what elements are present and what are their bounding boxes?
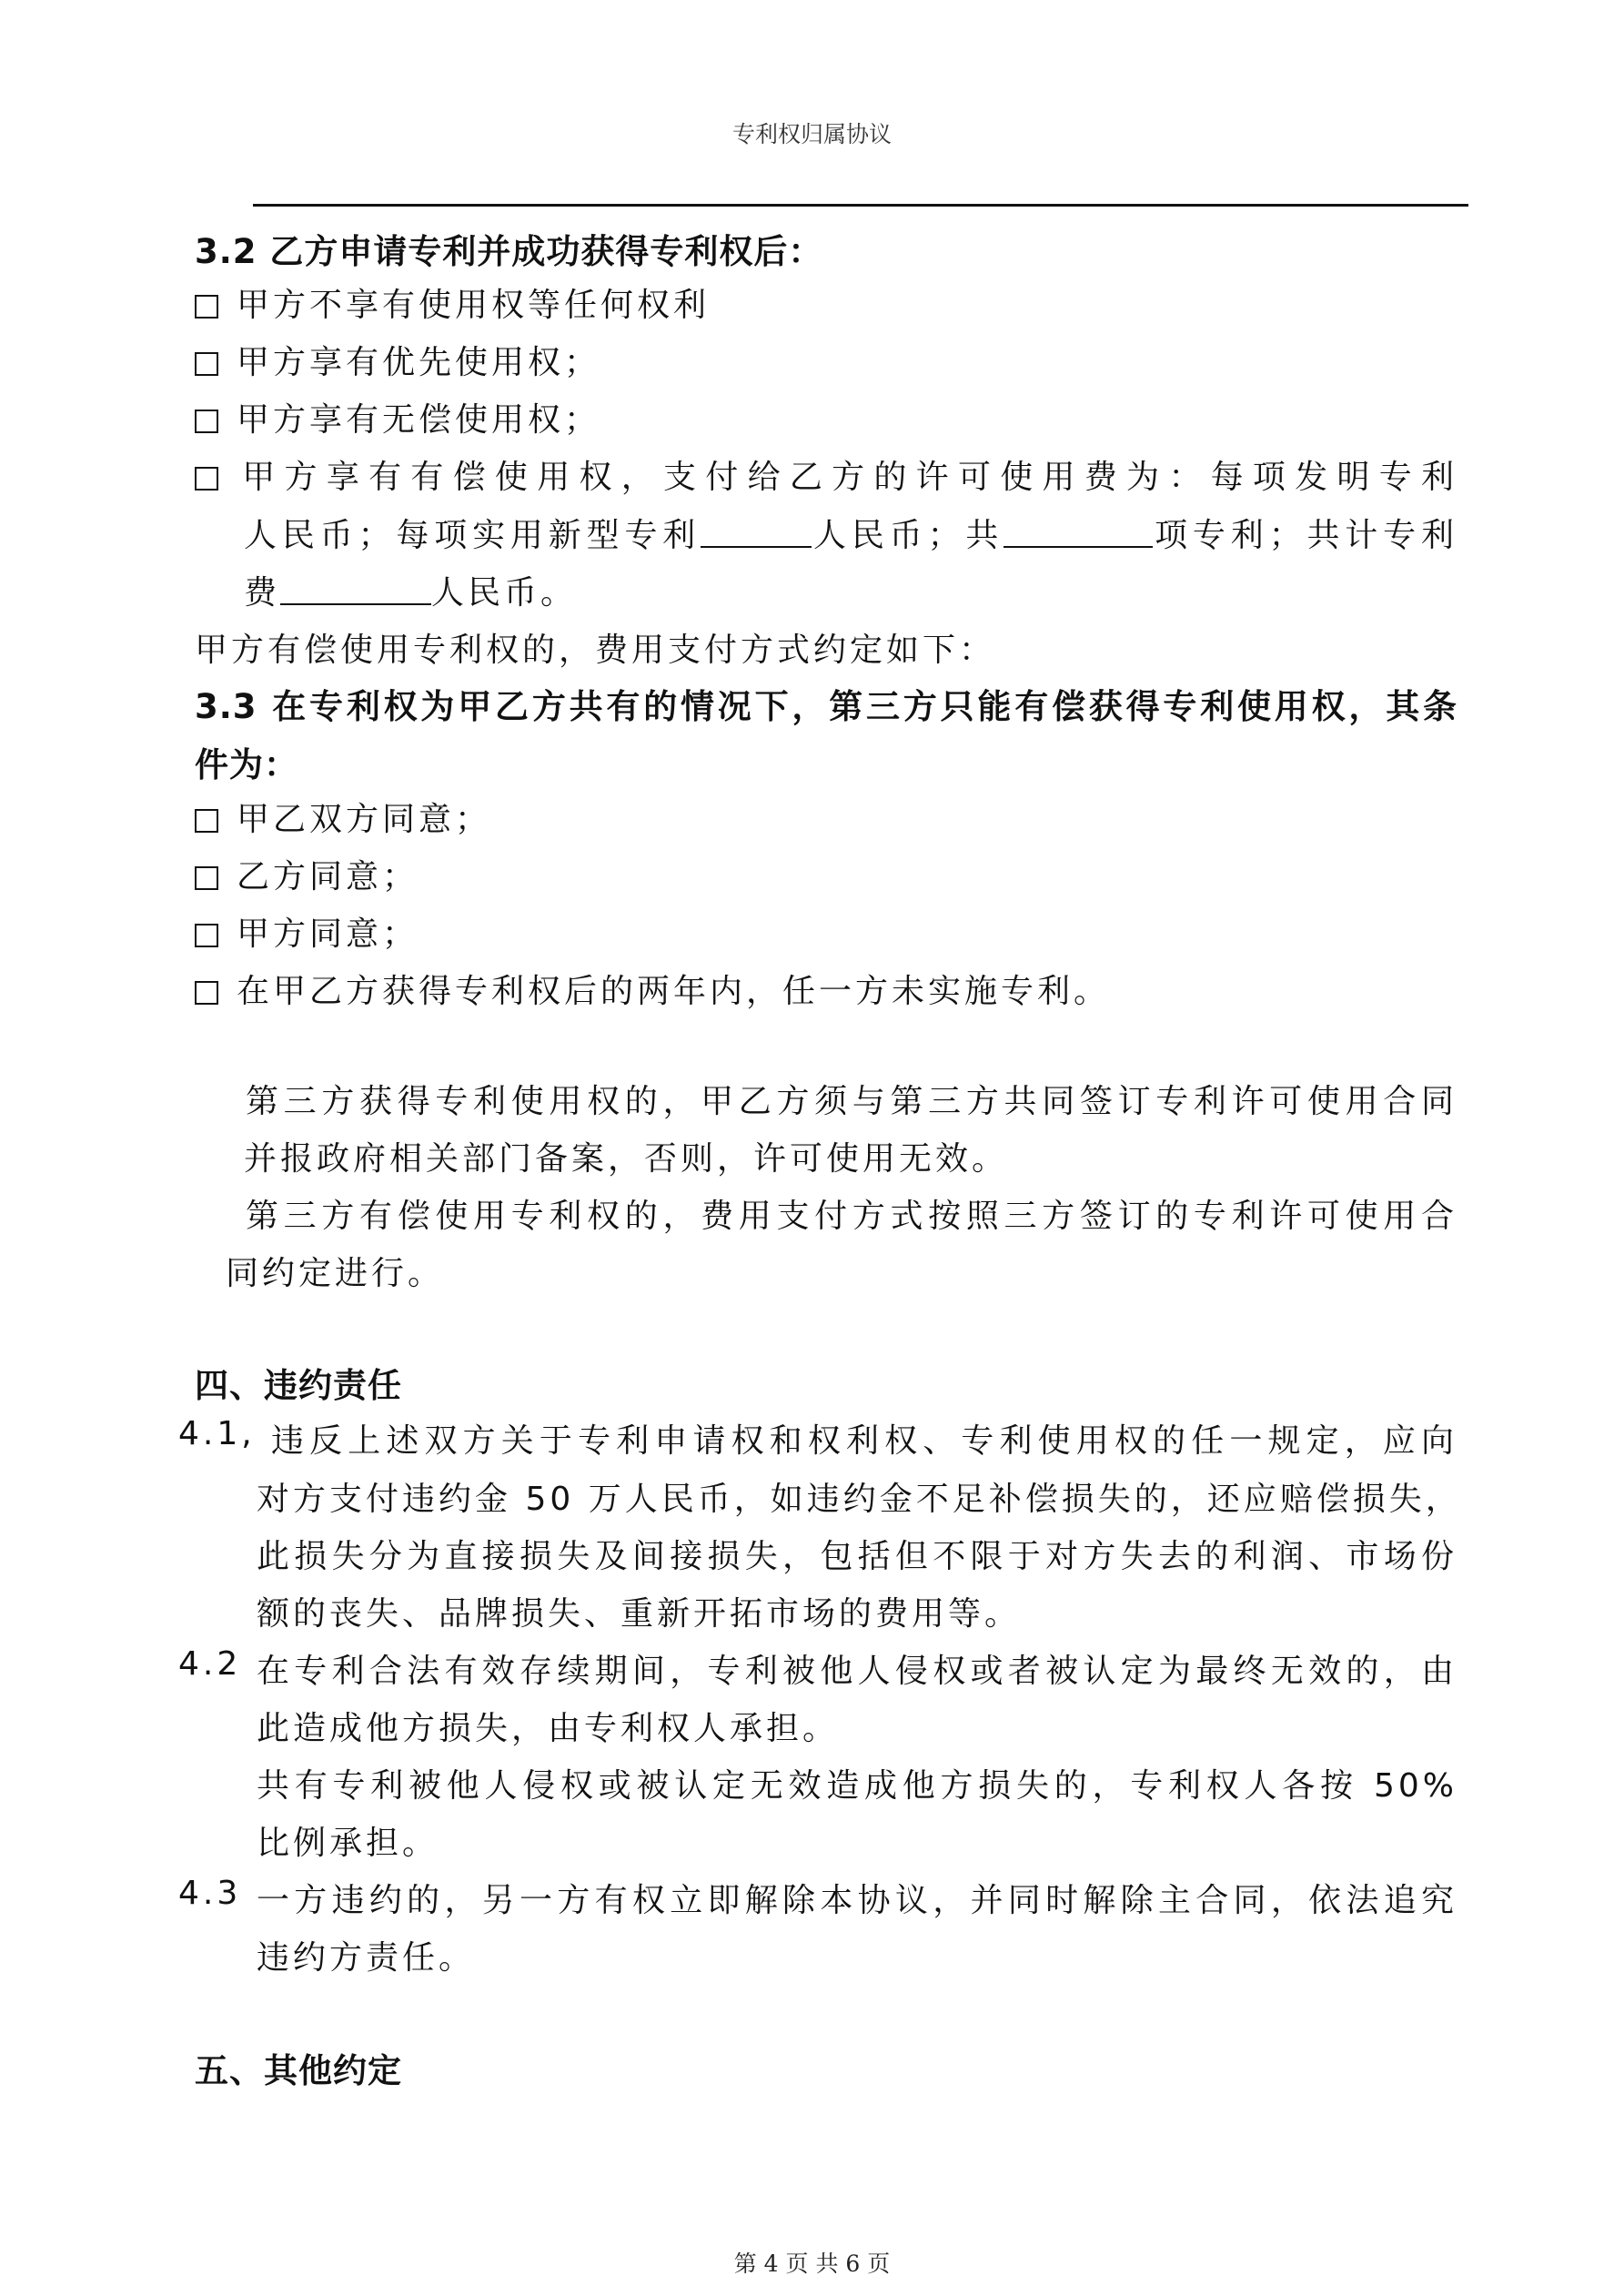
clause-number: 4.1, — [178, 1415, 256, 1452]
option-text: 甲方享有有偿使用权，支付给乙方的许可使用费为：每项发明专利 — [237, 459, 1458, 496]
clause-text: 比例承担。 — [257, 1825, 439, 1862]
option-text: 乙方同意； — [237, 858, 419, 895]
section-5-heading: 五、其他约定 — [195, 2051, 402, 2090]
option-text: 甲方享有优先使用权； — [237, 344, 601, 381]
clause-text: 共有专利被他人侵权或被认定无效造成他方损失的，专利权人各按 50% — [257, 1767, 1458, 1805]
clause-number: 4.2 — [178, 1645, 242, 1683]
option-text: 人民币；每项实用新型专利 — [244, 517, 701, 554]
option-3-2-3 — [195, 394, 600, 440]
checkbox[interactable] — [195, 924, 218, 947]
option-3-3-1 — [195, 794, 491, 840]
paragraph-text: 同约定进行。 — [226, 1255, 445, 1292]
section-3-3-heading-cont: 件为： — [195, 745, 298, 784]
paragraph-text: 第三方获得专利使用权的，甲乙方须与第三方共同签订专利许可使用合同 — [246, 1083, 1458, 1120]
clause-text: 此损失分为直接损失及间接损失，包括但不限于对方失去的利润、市场份 — [257, 1538, 1458, 1575]
option-3-3-4 — [195, 966, 1110, 1012]
option-3-3-3 — [195, 908, 419, 955]
document-header: 专利权归属协议 — [731, 121, 892, 147]
clause-text: 违反上述双方关于专利申请权和权利权、专利使用权的任一规定，应向 — [271, 1422, 1458, 1460]
option-text: 在甲乙方获得专利权后的两年内，任一方未实施专利。 — [237, 973, 1111, 1010]
option-3-2-4-line3 — [244, 567, 577, 613]
checkbox[interactable] — [195, 866, 218, 890]
option-3-3-2 — [195, 851, 419, 897]
checkbox[interactable] — [195, 809, 218, 833]
checkbox[interactable] — [195, 410, 218, 433]
patent-count-blank[interactable] — [1004, 522, 1153, 548]
total-fee-blank[interactable] — [280, 580, 431, 605]
option-3-2-4-line2 — [244, 510, 1458, 556]
option-text: 人民币。 — [431, 574, 578, 612]
fee-blank-utility[interactable] — [701, 522, 812, 548]
section-3-3-heading: 3.3 在专利权为甲乙方共有的情况下，第三方只能有偿获得专利使用权，其条 — [195, 687, 1458, 726]
option-3-2-4 — [195, 451, 1458, 498]
clause-text: 违约方责任。 — [257, 1939, 476, 1977]
clause-text: 额的丧失、品牌损失、重新开拓市场的费用等。 — [257, 1595, 1022, 1633]
checkbox[interactable] — [195, 981, 218, 1005]
page-number: 第 4 页 共 6 页 — [733, 2250, 891, 2277]
paragraph-text: 第三方有偿使用专利权的，费用支付方式按照三方签订的专利许可使用合 — [246, 1198, 1458, 1235]
clause-number: 4.3 — [178, 1875, 242, 1912]
section-3-2-heading: 3.2 乙方申请专利并成功获得专利权后： — [195, 232, 823, 271]
clause-text: 此造成他方损失，由专利权人承担。 — [257, 1710, 840, 1747]
option-text: 项专利；共计专利 — [1153, 517, 1458, 554]
payment-note: 甲方有偿使用专利权的，费用支付方式约定如下： — [195, 632, 996, 669]
option-text: 甲方不享有使用权等任何权利 — [237, 287, 711, 324]
checkbox[interactable] — [195, 295, 218, 319]
option-3-2-2 — [195, 337, 600, 383]
clause-text: 在专利合法有效存续期间，专利被他人侵权或者被认定为最终无效的，由 — [257, 1653, 1458, 1690]
option-text: 费 — [244, 574, 281, 612]
clause-text: 一方违约的，另一方有权立即解除本协议，并同时解除主合同，依法追究 — [257, 1882, 1458, 1919]
checkbox[interactable] — [195, 352, 218, 376]
option-text: 甲方同意； — [237, 915, 419, 953]
checkbox[interactable] — [195, 467, 218, 491]
section-4-heading: 四、违约责任 — [195, 1366, 402, 1405]
paragraph-text: 并报政府相关部门备案，否则，许可使用无效。 — [244, 1140, 1009, 1178]
option-text: 甲乙双方同意； — [237, 801, 492, 838]
header-rule — [253, 204, 1468, 207]
clause-text: 对方支付违约金 50 万人民币，如违约金不足补偿损失的，还应赔偿损失， — [257, 1481, 1462, 1518]
option-3-2-1 — [195, 279, 710, 326]
option-text: 甲方享有无偿使用权； — [237, 401, 601, 439]
option-text: 人民币；共 — [812, 517, 1004, 554]
